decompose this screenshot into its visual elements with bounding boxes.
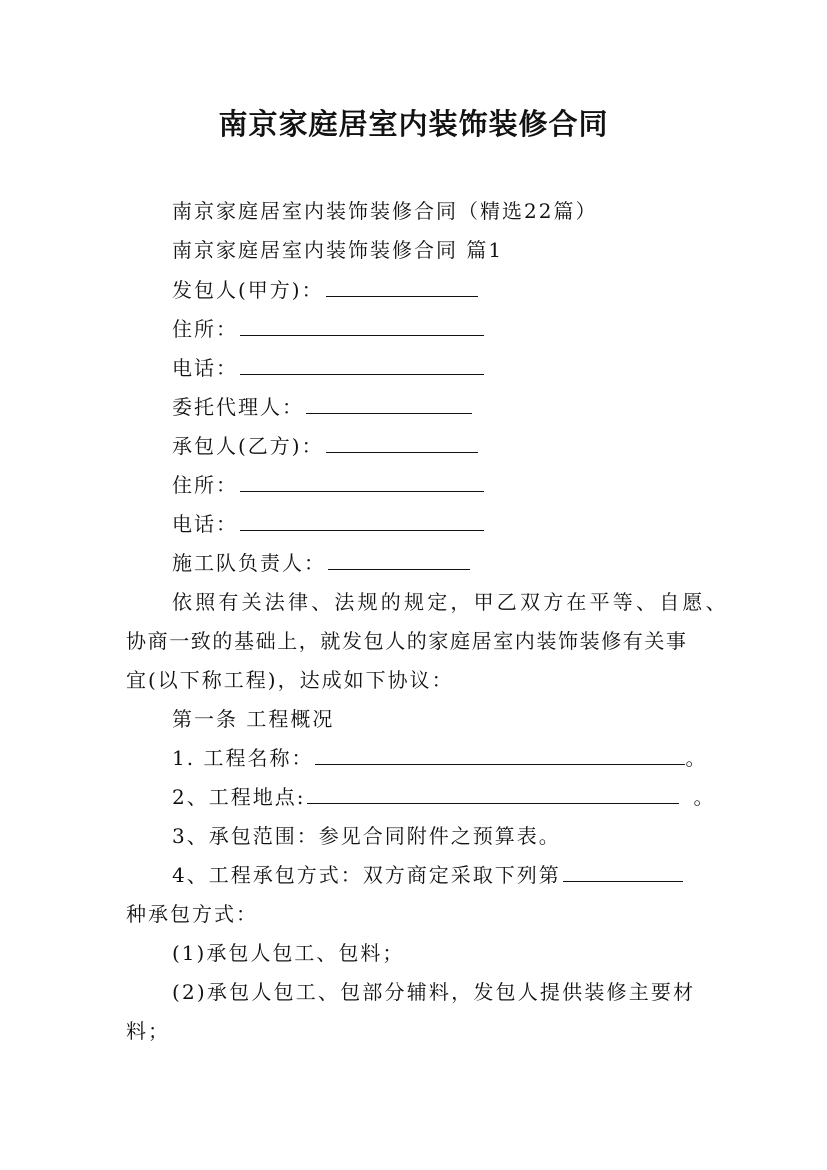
blank-line [240, 356, 484, 375]
blank-line [326, 434, 478, 453]
blank-line [563, 863, 683, 882]
option-2: (2)承包人包工、包部分辅料，发包人提供装修主要材 [172, 980, 696, 1004]
subtitle: 南京家庭居室内装饰装修合同（精选22篇） [172, 199, 598, 223]
blank-line [240, 512, 484, 531]
field-label: 发包人(甲方)： [172, 278, 324, 302]
item-label: 2、工程地点: [172, 785, 306, 809]
blank-line [306, 395, 472, 414]
item-label: 1. 工程名称： [172, 746, 314, 770]
field-label: 电话： [172, 356, 238, 380]
option-2-cont: 料； [126, 1019, 170, 1043]
item-label: 4、工程承包方式：双方商定采取下列第 [172, 863, 561, 887]
blank-line [328, 551, 470, 570]
blank-line [307, 785, 679, 804]
party-b-field [172, 432, 478, 460]
intro-line: 宜(以下称工程)，达成如下协议： [126, 668, 454, 692]
party-b-address-field [172, 471, 484, 499]
item-contract-mode-cont: 种承包方式： [126, 902, 258, 926]
field-label: 住所： [172, 317, 238, 341]
field-label: 承包人(乙方)： [172, 434, 324, 458]
field-label: 住所： [172, 473, 238, 497]
item-end: 。 [685, 746, 708, 770]
section-heading: 南京家庭居室内装饰装修合同 篇1 [172, 238, 504, 262]
item-project-name [172, 744, 707, 772]
party-a-field [172, 276, 478, 304]
item-end: 。 [693, 785, 716, 809]
item-scope: 3、承包范围：参见合同附件之预算表。 [172, 824, 561, 848]
intro-line: 协商一致的基础上，就发包人的家庭居室内装饰装修有关事 [126, 629, 688, 653]
blank-line [240, 473, 484, 492]
agent-field [172, 393, 472, 421]
option-1: (1)承包人包工、包料； [172, 941, 405, 965]
article-title: 第一条 工程概况 [172, 707, 335, 731]
item-contract-mode [172, 861, 683, 889]
field-label: 施工队负责人： [172, 551, 326, 575]
blank-line [326, 278, 478, 297]
document-title: 南京家庭居室内装饰装修合同 [218, 107, 609, 141]
blank-line [240, 317, 484, 336]
item-project-location [172, 783, 715, 811]
party-b-phone-field [172, 510, 484, 538]
field-label: 委托代理人： [172, 395, 304, 419]
crew-leader-field [172, 549, 470, 577]
party-a-address-field [172, 315, 484, 343]
party-a-phone-field [172, 354, 484, 382]
intro-line: 依照有关法律、法规的规定，甲乙双方在平等、自愿、 [172, 590, 729, 614]
blank-line [315, 746, 685, 765]
field-label: 电话： [172, 512, 238, 536]
